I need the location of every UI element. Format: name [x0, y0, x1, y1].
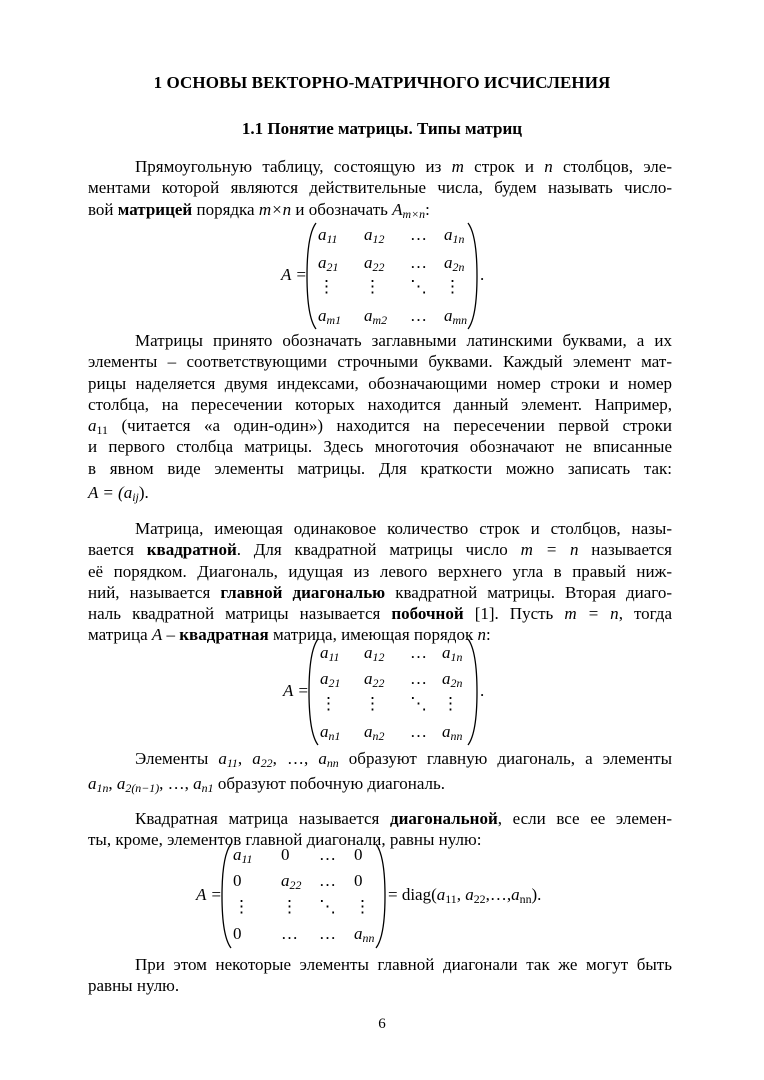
right-paren — [374, 843, 386, 949]
matrix-cell: $a_{1n}$ — [444, 225, 465, 246]
chapter-title: 1 ОСНОВЫ ВЕКТОРНО-МАТРИЧНОГО ИСЧИСЛЕНИЯ — [153, 73, 611, 92]
matrix-cell: $a_{m2}$ — [364, 306, 388, 327]
matrix-lhs: A = — [283, 681, 309, 700]
matrix-cell: ⋱ — [410, 694, 427, 713]
paragraph-square-matrix: Матрица, имеющая одинаковое количество строк и столбцов, назы- вается квадратной. Для квадратной матрицы число m = n называется её порядком. Диагональ, идущая из левого верхнего угла в правый ниж- ний, называется главной диагональю квадратной матрицы. Вторая диаго- наль квадратной матрицы называется побочной [1]. Пусть m = n, тогда матрица A – квадратная матрица, имеющая порядок n: — [88, 519, 673, 645]
matrix-cell: ⋮ — [364, 694, 381, 713]
paragraph-diagonals: Элементы $a_{11}$, $a_{22}$, …, $a_{nn}$ образуют главную диагональ, а элементы $a_{1n}$, $a_{2(n-1)}$, …, $a_{n1}$ образуют побочную диагональ. — [88, 749, 673, 796]
matrix-cell: … — [410, 643, 427, 662]
matrix-cell: 0 — [354, 871, 363, 890]
matrix-cell: $a_{11}$ — [320, 643, 340, 664]
diag-expression: = $diag(a_{11}$, $a_{22},\dots,a_{nn}$). — [388, 885, 542, 906]
matrix-end-period: . — [480, 681, 485, 700]
page-number: 6 — [378, 1016, 386, 1032]
matrix-cell: $a_{1n}$ — [442, 643, 463, 664]
matrix-cell: … — [410, 722, 427, 741]
matrix-cell: … — [410, 225, 427, 244]
right-paren — [466, 638, 478, 746]
matrix-cell: 0 — [233, 871, 242, 890]
matrix-cell: … — [281, 924, 298, 943]
matrix-cell: 0 — [354, 845, 363, 864]
matrix-cell: $a_{22}$ — [364, 669, 385, 690]
matrix-cell: $a_{21}$ — [318, 253, 339, 274]
left-paren — [221, 843, 233, 949]
matrix-cell: $a_{11}$ — [318, 225, 338, 246]
matrix-cell: … — [410, 669, 427, 688]
matrix-cell: 0 — [233, 924, 242, 943]
matrix-cell: $a_{mn}$ — [444, 306, 468, 327]
matrix-cell: ⋮ — [444, 277, 461, 296]
paragraph-matrix-definition: Прямоугольную таблицу, состоящую из m строк и n столбцов, эле- ментами которой являются действительные числа, будем называть число- вой матрицей порядка m×n и обозначать $A_{m\times n}$: — [88, 157, 673, 221]
matrix-cell: $a_{12}$ — [364, 225, 385, 246]
matrix-cell: … — [319, 924, 336, 943]
matrix-cell: ⋮ — [364, 277, 381, 296]
matrix-lhs: A = — [281, 265, 307, 284]
matrix-cell: ⋮ — [442, 694, 459, 713]
matrix-cell: … — [410, 253, 427, 272]
matrix-cell: $a_{12}$ — [364, 643, 385, 664]
matrix-cell: $a_{m1}$ — [318, 306, 342, 327]
matrix-cell: $a_{nn}$ — [354, 924, 375, 945]
matrix-cell: $a_{nn}$ — [442, 722, 463, 743]
matrix-end-period: . — [480, 265, 485, 284]
matrix-cell: $a_{22}$ — [364, 253, 385, 274]
matrix-cell: ⋮ — [320, 694, 337, 713]
matrix-cell: $a_{22}$ — [281, 871, 302, 892]
right-paren — [466, 222, 478, 330]
paragraph-diagonal-matrix: Квадратная матрица называется диагональной, если все ее элемен- ты, кроме, элементов главной диагонали, равны нулю: — [88, 809, 672, 850]
matrix-cell: … — [319, 871, 336, 890]
matrix-cell: ⋱ — [410, 277, 427, 296]
paragraph-matrix-notation: Матрицы принято обозначать заглавными латинскими буквами, а их элементы – соответствующими строчными буквами. Каждый элемент мат- рицы наделяется двумя индексами, обозначающими номер строки и номер столбца, на пересечении которых находится данный элемент. Например, $a_{11}$ (читается «а один-один») находится на пересечении первой строки и первого столбца матрицы. Здесь многоточия обозначают не вписанные в явном виде элементы матрицы. Для краткости можно записать так: $A = (a_{ij})$. — [88, 331, 672, 505]
matrix-cell: ⋮ — [281, 897, 298, 916]
paragraph-zero-diagonal: При этом некоторые элементы главной диагонали так же могут быть равны нулю. — [88, 955, 672, 996]
section-title: 1.1 Понятие матрицы. Типы матриц — [241, 119, 523, 138]
matrix-cell: … — [410, 306, 427, 325]
matrix-cell: ⋮ — [233, 897, 250, 916]
matrix-cell: $a_{2n}$ — [444, 253, 465, 274]
matrix-cell: 0 — [281, 845, 290, 864]
matrix-cell: ⋮ — [318, 277, 335, 296]
matrix-cell: $a_{2n}$ — [442, 669, 463, 690]
matrix-cell: ⋱ — [319, 897, 336, 916]
matrix-cell: ⋮ — [354, 897, 371, 916]
matrix-cell: $a_{n1}$ — [320, 722, 341, 743]
matrix-lhs: A = — [196, 885, 222, 904]
matrix-cell: $a_{21}$ — [320, 669, 341, 690]
left-paren — [306, 222, 318, 330]
matrix-cell: $a_{n2}$ — [364, 722, 385, 743]
matrix-cell: … — [319, 845, 336, 864]
matrix-cell: $a_{11}$ — [233, 845, 253, 866]
left-paren — [308, 638, 320, 746]
